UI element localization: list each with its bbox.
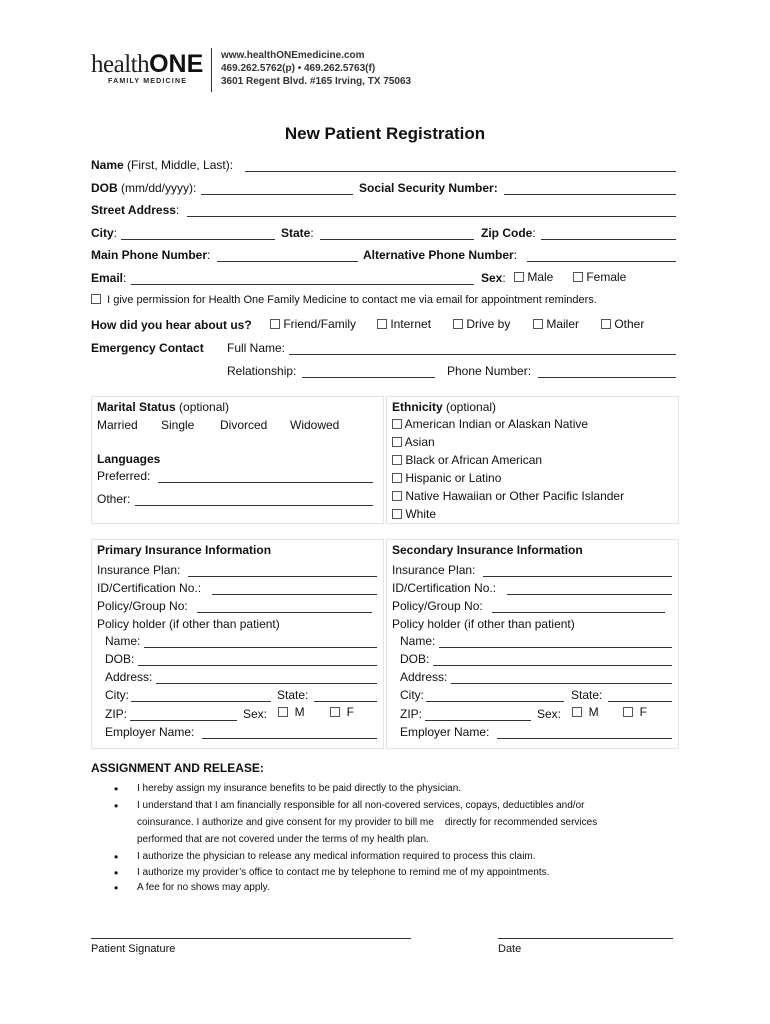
primary-employer-label: Employer Name: bbox=[105, 725, 195, 739]
primary-id-label: ID/Certification No.: bbox=[97, 581, 202, 595]
assignment-item: I hereby assign my insurance benefits to be paid directly to the physician. bbox=[137, 783, 462, 794]
secondary-name-label: Name: bbox=[400, 634, 436, 648]
checkbox-hear-mailer[interactable] bbox=[533, 319, 543, 329]
secondary-dob-label: DOB: bbox=[400, 652, 430, 666]
logo-text-one: ONE bbox=[149, 50, 204, 78]
state-field[interactable] bbox=[320, 239, 474, 240]
email-label: Email: bbox=[91, 271, 127, 285]
checkbox-primary-f[interactable] bbox=[330, 707, 340, 717]
state-label: State: bbox=[281, 226, 314, 240]
checkbox-secondary-m[interactable] bbox=[572, 707, 582, 717]
sex-male-option[interactable]: Male bbox=[514, 270, 553, 284]
sex-female-option[interactable]: Female bbox=[573, 270, 626, 284]
sex-label: Sex: bbox=[481, 271, 506, 285]
hear-option-mailer[interactable]: Mailer bbox=[533, 317, 579, 331]
city-label: City: bbox=[91, 226, 118, 240]
assignment-title: ASSIGNMENT AND RELEASE: bbox=[91, 761, 264, 775]
primary-group-label: Policy/Group No: bbox=[97, 599, 188, 613]
checkbox-email-permission[interactable] bbox=[91, 294, 101, 304]
secondary-id-label: ID/Certification No.: bbox=[392, 581, 497, 595]
assignment-item: I authorize my provider’s office to contact me by telephone to remind me of my appointments. bbox=[137, 867, 550, 878]
secondary-sex-m-option[interactable]: M bbox=[572, 705, 599, 719]
secondary-holder-label: Policy holder (if other than patient) bbox=[392, 617, 575, 631]
emergency-label: Emergency Contact bbox=[91, 341, 204, 355]
secondary-dob-field[interactable] bbox=[433, 665, 672, 666]
name-label: Name (First, Middle, Last): bbox=[91, 158, 234, 172]
checkbox-ethnicity[interactable] bbox=[392, 509, 402, 519]
languages-preferred-field[interactable] bbox=[158, 482, 373, 483]
languages-other-label: Other: bbox=[97, 492, 131, 506]
secondary-sex-label: Sex: bbox=[537, 707, 562, 721]
checkbox-female[interactable] bbox=[573, 272, 583, 282]
secondary-insurance-title: Secondary Insurance Information bbox=[392, 543, 583, 557]
ethnicity-option[interactable]: Black or African American bbox=[392, 453, 542, 467]
checkbox-hear-friend[interactable] bbox=[270, 319, 280, 329]
primary-city-field[interactable] bbox=[131, 701, 271, 702]
ethnicity-option[interactable]: Native Hawaiian or Other Pacific Islander bbox=[392, 489, 624, 503]
checkbox-hear-internet[interactable] bbox=[377, 319, 387, 329]
checkbox-secondary-f[interactable] bbox=[623, 707, 633, 717]
hear-label: How did you hear about us? bbox=[91, 318, 252, 332]
languages-other-field[interactable] bbox=[135, 505, 373, 506]
secondary-id-field[interactable] bbox=[507, 594, 672, 595]
main-phone-field[interactable] bbox=[217, 261, 358, 262]
secondary-plan-field[interactable] bbox=[483, 576, 672, 577]
primary-state-label: State: bbox=[277, 688, 309, 702]
primary-group-field[interactable] bbox=[197, 612, 372, 613]
hear-option-other[interactable]: Other bbox=[601, 317, 644, 331]
secondary-city-field[interactable] bbox=[426, 701, 564, 702]
street-label: Street Address: bbox=[91, 203, 180, 217]
checkbox-ethnicity[interactable] bbox=[392, 455, 402, 465]
hear-option-friend[interactable]: Friend/Family bbox=[270, 317, 356, 331]
marital-option-single[interactable]: Single bbox=[161, 418, 195, 432]
emergency-relationship-label: Relationship: bbox=[227, 364, 297, 378]
checkbox-ethnicity[interactable] bbox=[392, 419, 402, 429]
emergency-fullname-label: Full Name: bbox=[227, 341, 286, 355]
contact-address: 3601 Regent Blvd. #165 Irving, TX 75063 bbox=[221, 76, 412, 87]
bullet-icon: • bbox=[114, 866, 119, 880]
bullet-icon: • bbox=[114, 782, 119, 796]
ssn-label: Social Security Number: bbox=[359, 181, 498, 195]
ethnicity-title: Ethnicity (optional) bbox=[392, 400, 497, 414]
primary-sex-m-option[interactable]: M bbox=[278, 705, 305, 719]
dob-field[interactable] bbox=[201, 194, 353, 195]
assignment-item-continued: coinsurance. I authorize and give consent for my provider to bill me directly for recommended services bbox=[137, 817, 598, 828]
ethnicity-option[interactable]: Hispanic or Latino bbox=[392, 471, 501, 485]
email-field[interactable] bbox=[131, 284, 474, 285]
date-label: Date bbox=[498, 943, 522, 955]
email-permission[interactable]: I give permission for Health One Family Medicine to contact me via email for appointment reminders. bbox=[91, 294, 597, 306]
primary-address-field[interactable] bbox=[156, 683, 377, 684]
ethnicity-option[interactable]: American Indian or Alaskan Native bbox=[392, 417, 588, 431]
zip-field[interactable] bbox=[541, 239, 676, 240]
patient-signature-label: Patient Signature bbox=[91, 943, 176, 955]
checkbox-hear-driveby[interactable] bbox=[453, 319, 463, 329]
alt-phone-field[interactable] bbox=[527, 261, 676, 262]
marital-option-widowed[interactable]: Widowed bbox=[290, 418, 340, 432]
secondary-zip-label: ZIP: bbox=[400, 707, 423, 721]
bullet-icon: • bbox=[114, 881, 119, 895]
primary-plan-field[interactable] bbox=[188, 576, 377, 577]
primary-city-label: City: bbox=[105, 688, 129, 702]
primary-name-label: Name: bbox=[105, 634, 141, 648]
primary-name-field[interactable] bbox=[144, 647, 377, 648]
marital-option-divorced[interactable]: Divorced bbox=[220, 418, 268, 432]
primary-state-field[interactable] bbox=[314, 701, 377, 702]
patient-signature-field[interactable] bbox=[91, 938, 411, 939]
marital-option-married[interactable]: Married bbox=[97, 418, 138, 432]
secondary-zip-field[interactable] bbox=[425, 720, 531, 721]
secondary-address-field[interactable] bbox=[451, 683, 672, 684]
contact-website: www.healthONEmedicine.com bbox=[221, 50, 365, 61]
secondary-sex-f-option[interactable]: F bbox=[623, 705, 647, 719]
checkbox-ethnicity[interactable] bbox=[392, 473, 402, 483]
zip-label: Zip Code: bbox=[481, 226, 536, 240]
checkbox-male[interactable] bbox=[514, 272, 524, 282]
emergency-phone-field[interactable] bbox=[538, 377, 676, 378]
secondary-name-field[interactable] bbox=[439, 647, 672, 648]
checkbox-ethnicity[interactable] bbox=[392, 491, 402, 501]
logo-text-health: health bbox=[91, 51, 150, 78]
primary-id-field[interactable] bbox=[212, 594, 377, 595]
secondary-employer-field[interactable] bbox=[497, 738, 672, 739]
emergency-fullname-field[interactable] bbox=[289, 354, 676, 355]
bullet-icon: • bbox=[114, 850, 119, 864]
page-title: New Patient Registration bbox=[284, 124, 486, 143]
assignment-item: I understand that I am financially responsible for all non-covered services, copays, deductibles and/or bbox=[137, 800, 585, 811]
ethnicity-option[interactable]: White bbox=[392, 507, 436, 521]
alt-phone-label: Alternative Phone Number: bbox=[363, 248, 518, 262]
bullet-icon: • bbox=[114, 799, 119, 813]
secondary-group-field[interactable] bbox=[492, 612, 665, 613]
checkbox-primary-m[interactable] bbox=[278, 707, 288, 717]
primary-zip-label: ZIP: bbox=[105, 707, 128, 721]
secondary-state-label: State: bbox=[571, 688, 603, 702]
emergency-relationship-field[interactable] bbox=[302, 377, 435, 378]
marital-title: Marital Status (optional) bbox=[97, 400, 230, 414]
city-field[interactable] bbox=[121, 239, 275, 240]
street-field[interactable] bbox=[187, 216, 676, 217]
date-field[interactable] bbox=[498, 938, 673, 939]
ethnicity-option[interactable]: Asian bbox=[392, 435, 435, 449]
dob-label: DOB (mm/dd/yyyy): bbox=[91, 181, 197, 195]
primary-dob-field[interactable] bbox=[138, 665, 377, 666]
header-divider bbox=[211, 48, 212, 92]
primary-holder-label: Policy holder (if other than patient) bbox=[97, 617, 280, 631]
logo-subtitle: FAMILY MEDICINE bbox=[108, 78, 188, 85]
secondary-employer-label: Employer Name: bbox=[400, 725, 490, 739]
primary-insurance-title: Primary Insurance Information bbox=[97, 543, 272, 557]
hear-option-driveby[interactable]: Drive by bbox=[453, 317, 510, 331]
primary-dob-label: DOB: bbox=[105, 652, 135, 666]
primary-sex-f-option[interactable]: F bbox=[330, 705, 354, 719]
primary-sex-label: Sex: bbox=[243, 707, 268, 721]
assignment-item-continued: performed that are not covered under the terms of my health plan. bbox=[137, 834, 429, 845]
checkbox-hear-other[interactable] bbox=[601, 319, 611, 329]
primary-zip-field[interactable] bbox=[130, 720, 237, 721]
secondary-group-label: Policy/Group No: bbox=[392, 599, 483, 613]
secondary-plan-label: Insurance Plan: bbox=[392, 563, 476, 577]
languages-preferred-label: Preferred: bbox=[97, 469, 151, 483]
assignment-item: I authorize the physician to release any medical information required to process this claim. bbox=[137, 851, 536, 862]
primary-plan-label: Insurance Plan: bbox=[97, 563, 181, 577]
main-phone-label: Main Phone Number: bbox=[91, 248, 211, 262]
secondary-city-label: City: bbox=[400, 688, 424, 702]
languages-title: Languages bbox=[97, 452, 161, 466]
emergency-phone-label: Phone Number: bbox=[447, 364, 532, 378]
secondary-state-field[interactable] bbox=[608, 701, 672, 702]
secondary-address-label: Address: bbox=[400, 670, 448, 684]
primary-employer-field[interactable] bbox=[202, 738, 377, 739]
checkbox-ethnicity[interactable] bbox=[392, 437, 402, 447]
primary-address-label: Address: bbox=[105, 670, 153, 684]
ssn-field[interactable] bbox=[504, 194, 676, 195]
hear-option-internet[interactable]: Internet bbox=[377, 317, 431, 331]
assignment-item: A fee for no shows may apply. bbox=[137, 882, 270, 893]
contact-phones: 469.262.5762(p) • 469.262.5763(f) bbox=[221, 63, 376, 74]
name-field[interactable] bbox=[245, 171, 676, 172]
